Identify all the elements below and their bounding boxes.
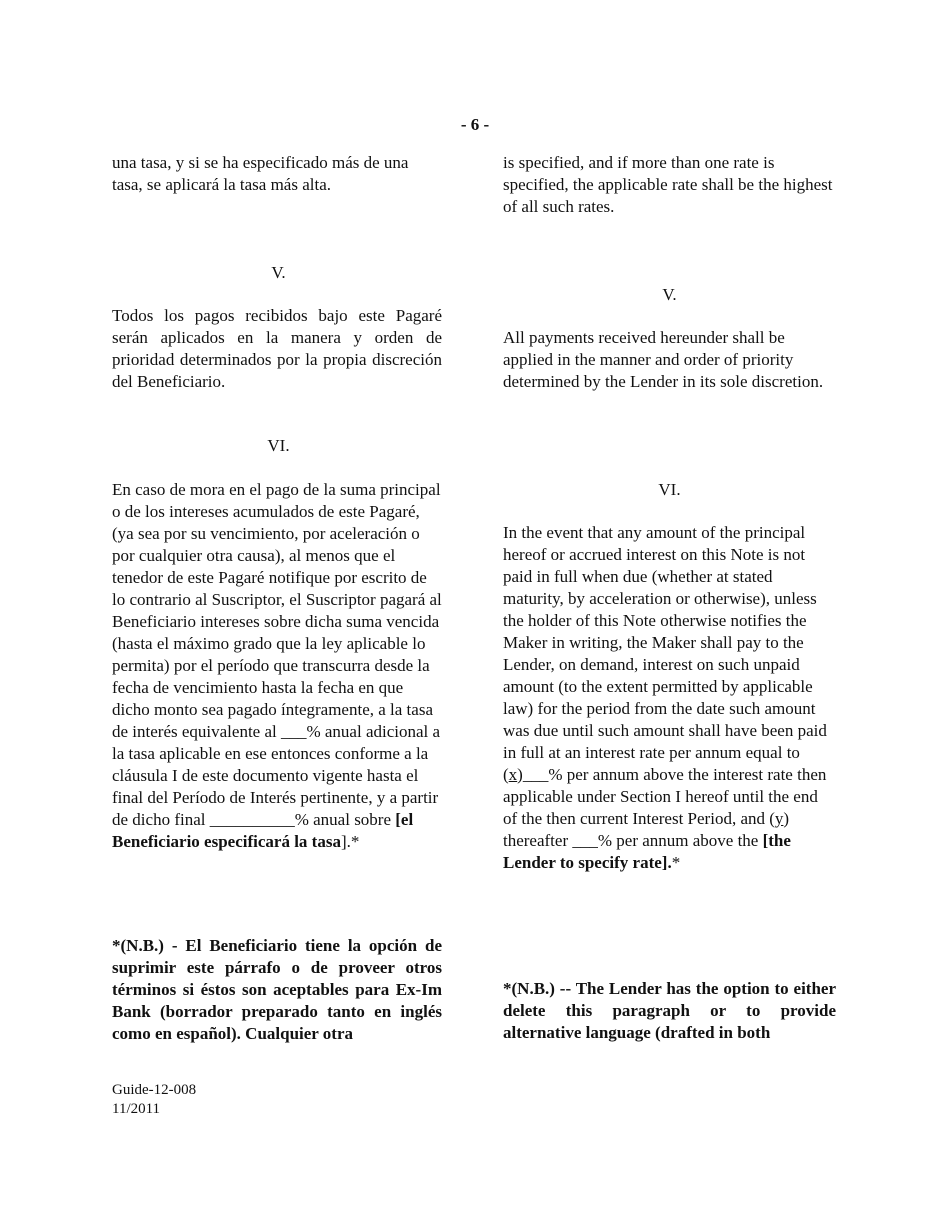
english-section-v-heading: V. <box>662 285 677 304</box>
english-section-vi-y: y <box>774 809 784 828</box>
english-section-vi-x: x <box>508 765 518 784</box>
spanish-section-v-text: Todos los pagos recibidos bajo este Pagaré serán aplicados en la manera y orden de prioridad determinados por la propia discreción del Beneficiario. <box>112 306 442 391</box>
spanish-top-paragraph: una tasa, y si se ha especificado más de una tasa, se aplicará la tasa más alta. <box>112 153 409 194</box>
spanish-section-vi-text: En caso de mora en el pago de la suma principal o de los intereses acumulados de este Pagaré, (ya sea por su vencimiento, por aceleración o por cualquier otra causa), al menos que el tenedor de este Pagaré notifique por escrito de lo contrario al Suscriptor, el Suscriptor pagará al Beneficiario intereses sobre dicha suma vencida (hasta el máximo grado que la ley aplicable lo permita) por el período que transcurra desde la fecha de vencimiento hasta la fecha en que dicho monto sea pagado íntegramente, a la tasa de interés equivalente al ___% anual adicional a la tasa aplicable en ese entonces conforme a la cláusula I de este documento vigente hasta el final del Período de Interés pertinente, y a partir de dicho final __________% anual sobre <box>112 480 442 829</box>
english-top-paragraph: is specified, and if more than one rate is specified, the applicable rate shall be the highest of all such rates. <box>503 153 833 216</box>
footer-date: 11/2011 <box>112 1101 161 1117</box>
spanish-nb-note: *(N.B.) - El Beneficiario tiene la opción de suprimir este párrafo o de proveer otros términos si éstos son aceptables para Ex-Im Bank (borrador preparado tanto en inglés como en español). Cualquier otra <box>112 936 442 1043</box>
spanish-section-vi-asterisk: ].* <box>340 832 360 851</box>
english-section-vi-text-3: ) thereafter ___% per annum above the <box>503 809 790 850</box>
spanish-section-v-heading: V. <box>271 263 286 282</box>
page-number: - 6 - <box>460 115 490 134</box>
english-section-vi-rate-note: [the Lender to specify rate]. <box>503 831 791 872</box>
spanish-section-vi-paragraph <box>112 479 442 853</box>
english-section-vi-text-2: )___% per annum above the interest rate then applicable under Section I hereof until the end of the then current Interest Period, and ( <box>503 765 827 828</box>
spanish-section-vi-heading: VI. <box>267 436 290 455</box>
english-section-v-text: All payments received hereunder shall be applied in the manner and order of priority determined by the Lender in its sole discretion. <box>503 328 824 391</box>
footer-doc-id: Guide-12-008 <box>112 1082 197 1098</box>
english-nb-note: *(N.B.) -- The Lender has the option to either delete this paragraph or to provide alternative language (drafted in both <box>503 979 836 1042</box>
english-section-vi-heading: VI. <box>658 480 681 499</box>
english-section-vi-asterisk: * <box>671 853 681 872</box>
spanish-section-vi-rate-note: [el Beneficiario especificará la tasa <box>112 810 414 851</box>
footer <box>112 1081 196 1119</box>
english-section-vi-paragraph <box>503 522 836 874</box>
english-section-vi-text-1: In the event that any amount of the principal hereof or accrued interest on this Note is not paid in full when due (whether at stated maturity, by acceleration or otherwise), unless the holder of this Note otherwise notifies the Maker in writing, the Maker shall pay to the Lender, on demand, interest on such unpaid amount (to the extent permitted by applicable law) for the period from the date such amount was due until such amount shall have been paid in full at an interest rate per annum equal to ( <box>503 523 827 784</box>
